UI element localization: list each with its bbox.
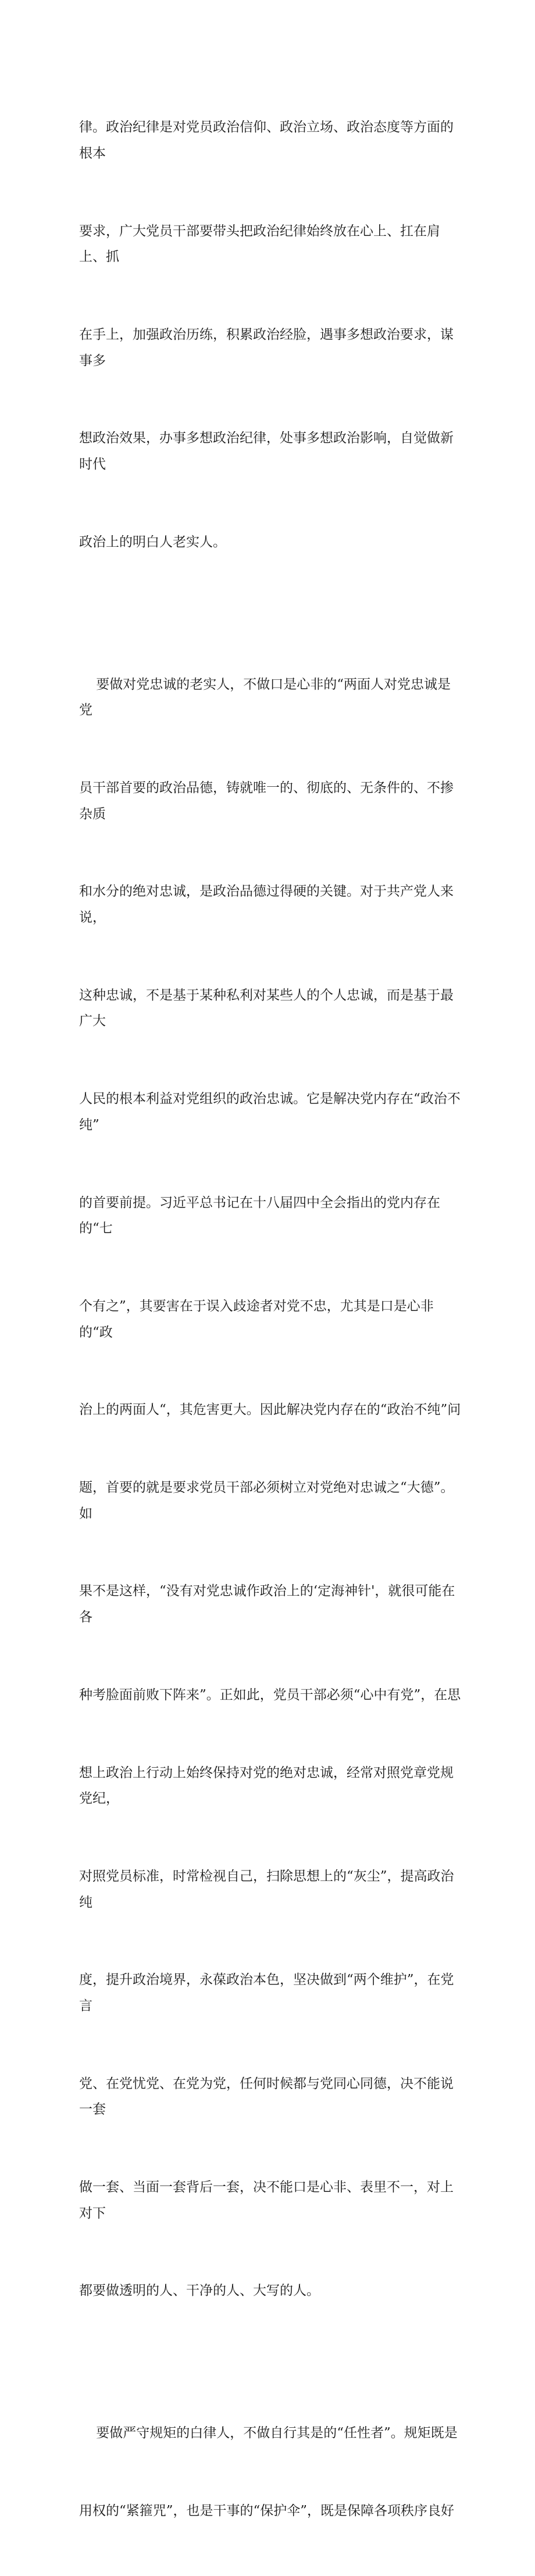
text-line: 度，提升政治境界，永葆政治本色，坚决做到“两个维护”，在党言 bbox=[79, 1972, 454, 2013]
text-line: 政治上的明白人老实人。 bbox=[79, 534, 226, 550]
paragraph-2 bbox=[79, 619, 463, 2356]
text-line: 想政治效果，办事多想政治纪律，处事多想政治影响，自觉做新时代 bbox=[79, 431, 454, 472]
text-line: 人民的根本利益对党组织的政治忠诚。它是解决党内存在“政治不纯” bbox=[79, 1091, 461, 1133]
text-line: 这种忠诚，不是基于某种私利对某些人的个人忠诚，而是基于最广大 bbox=[79, 987, 454, 1029]
text-line: 员干部首要的政治品德，铸就唯一的、彻底的、无条件的、不掺杂质 bbox=[79, 780, 454, 822]
text-line: 和水分的绝对忠诚，是政治品德过得硬的关键。对于共产党人来说， bbox=[79, 884, 454, 925]
text-line: 想上政治上行动上始终保持对党的绝对忠诚，经常对照党章党规党纪， bbox=[79, 1765, 454, 1807]
text-line: 治上的两面人“，其危害更大。因此解决党内存在的“政治不纯”问 bbox=[79, 1402, 461, 1418]
text-line: 律。政治纪律是对党员政治信仰、政治立场、政治态度等方面的根本 bbox=[79, 120, 454, 161]
paragraph-spacer bbox=[79, 607, 463, 619]
text-line: 果不是这样，“没有对党忠诚作政治上的‘定海神针'，就很可能在各 bbox=[79, 1583, 455, 1625]
text-line: 做一套、当面一套背后一套，决不能口是心非、表里不一，对上对下 bbox=[79, 2180, 454, 2221]
text-line: 在手上，加强政治历练，积累政治经脸，遇事多想政治要求，谋事多 bbox=[79, 327, 454, 368]
text-line: 题，首要的就是要求党员干部必须树立对党绝对忠诚之“大德”。如 bbox=[79, 1480, 454, 1521]
paragraph-spacer bbox=[79, 2356, 463, 2369]
text-line: 的首要前提。习近平总书记在十八届四中全会指出的党内存在的“七 bbox=[79, 1195, 440, 1237]
text-line: 都要做透明的人、干净的人、大写的人。 bbox=[79, 2283, 320, 2299]
paragraph-1 bbox=[79, 63, 463, 607]
text-line: 要做严守规矩的白律人，不做自行其是的“任性者”。规矩既是 bbox=[79, 2425, 458, 2441]
text-line: 用权的“紧箍咒”，也是干事的“保护伞”，既是保障各项秩序良好 bbox=[79, 2503, 455, 2519]
text-line: 要做对党忠诚的老实人，不做口是心非的“两面人对党忠诚是党 bbox=[79, 676, 451, 718]
text-line: 个有之”，其要害在于误入歧途者对党不忠，尤其是口是心非的“政 bbox=[79, 1298, 434, 1340]
paragraph-3 bbox=[79, 2369, 463, 2576]
text-line: 要求，广大党员干部要带头把政治纪律始终放在心上、扛在肩上、抓 bbox=[79, 223, 440, 265]
document-body bbox=[79, 63, 463, 2576]
text-line: 党、在党忧党、在党为党，任何时候都与党同心同德，决不能说一套 bbox=[79, 2076, 454, 2118]
text-line: 种考脸面前败下阵来”。正如此，党员干部必须“心中有党”，在思 bbox=[79, 1687, 461, 1703]
text-line: 对照党员标准，时常检视自己，扫除思想上的“灰尘”，提高政治纯 bbox=[79, 1868, 454, 1910]
